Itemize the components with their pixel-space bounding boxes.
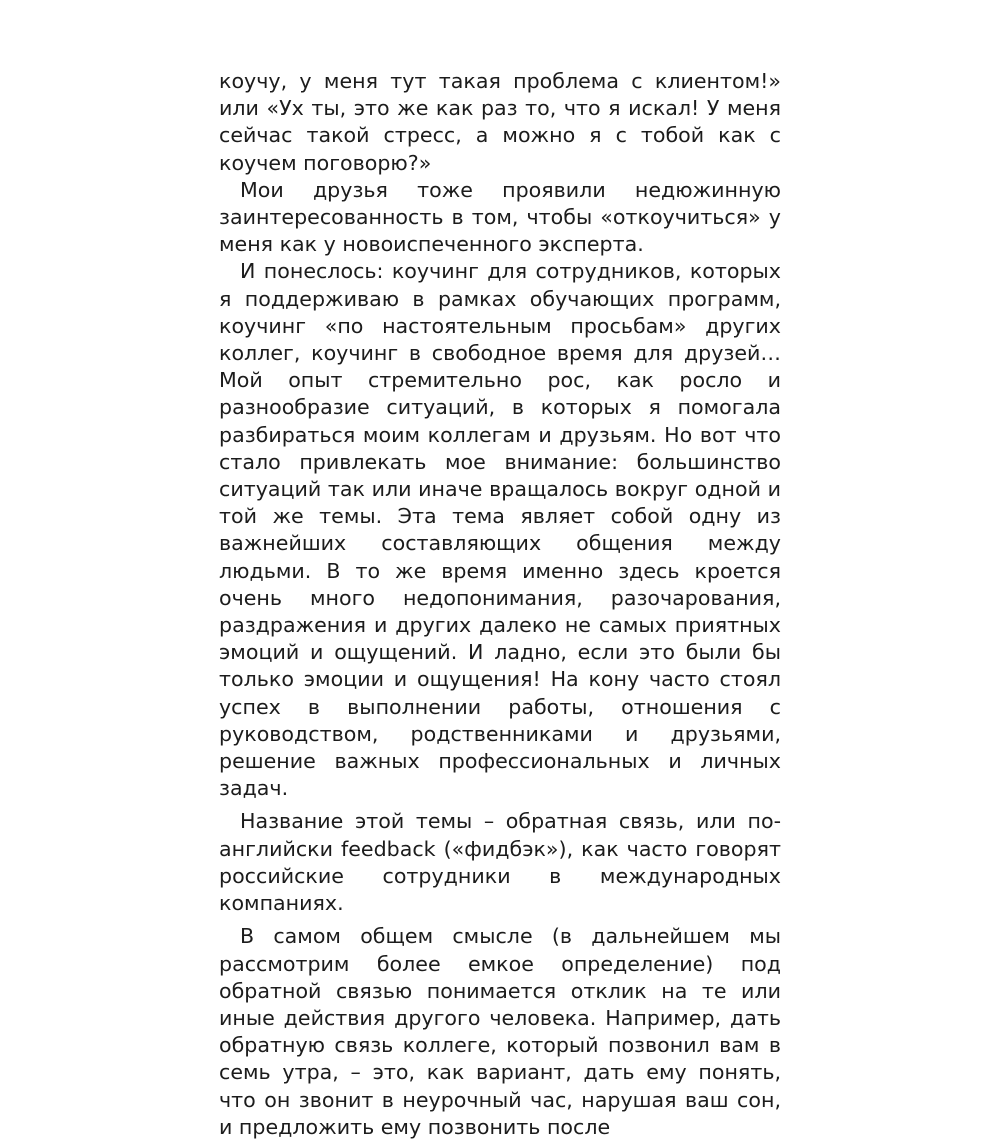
page-text bbox=[219, 68, 781, 1141]
paragraph-friends: Мои друзья тоже проявили недюжинную заинтересованность в том, чтобы «откоучиться» у меня как у новоиспеченного эксперта. bbox=[219, 177, 781, 257]
paragraph-coaching: И понеслось: коучинг для сотрудников, которых я поддерживаю в рамках обучающих программ, коучинг «по настоятельным просьбам» других коллег, коучинг в свободное время для друзей… Мой опыт стремительно рос, как росло и разнообразие ситуаций, в которых я помогала разбираться моим коллегам и друзьям. Но вот что стало привлекать мое внимание: большинство ситуаций так или иначе вращалось вокруг одной и той же темы. Эта тема являет собой одну из важнейших составляющих общения между людьми. В то же время именно здесь кроется очень много недопонимания, разочарования, раздражения и других далеко не самых приятных эмоций и ощущений. И ладно, если это были бы только эмоции и ощущения! На кону часто стоял успех в выполнении работы, отношения с руководством, родственниками и друзьями, решение важных профессиональных и личных задач. bbox=[219, 259, 781, 801]
paragraph-definition: В самом общем смысле (в дальнейшем мы рассмотрим более емкое определение) под обратной связью понимается отклик на те или иные действия другого человека. Например, дать обратную связь коллеге, который позвонил вам в семь утра, – это, как вариант, дать ему понять, что он звонит в неурочный час, нарушая ваш сон, и предложить ему позвонить после bbox=[219, 924, 781, 1139]
paragraph-topic-name: Название этой темы – обратная связь, или по-английски feedback («фидбэк»), как часто говорят российские сотрудники в международных компаниях. bbox=[219, 809, 781, 916]
paragraph-continuation: коучу, у меня тут такая проблема с клиентом!» или «Ух ты, это же как раз то, что я искал! У меня сейчас такой стресс, а можно я с тобой как с коучем поговорю?» bbox=[219, 69, 781, 175]
